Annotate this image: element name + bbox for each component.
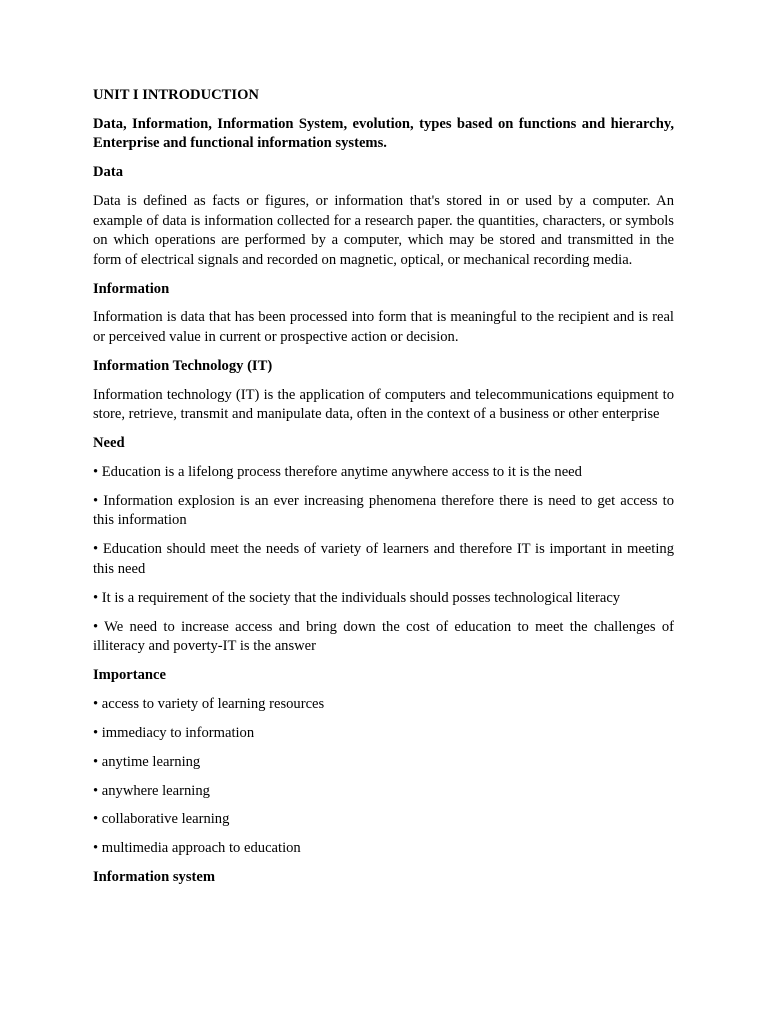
- importance-bullet-item: • anywhere learning: [93, 782, 210, 799]
- it-paragraph: Information technology (IT) is the application of computers and telecommunications equipment to store, retrieve, transmit and manipulate data, often in the context of a business or other enterprise: [93, 386, 674, 423]
- importance-bullet-item: • anytime learning: [93, 753, 201, 770]
- it-heading: Information Technology (IT): [93, 357, 273, 374]
- syllabus-summary: Data, Information, Information System, evolution, types based on functions and hierarchy, Enterprise and functional information systems.: [93, 115, 674, 152]
- unit-title: UNIT I INTRODUCTION: [93, 87, 259, 103]
- importance-bullet-item: • collaborative learning: [93, 811, 230, 828]
- data-heading: Data: [93, 164, 123, 181]
- need-bullet-item: • Information explosion is an ever increasing phenomena therefore there is need to get access to this information: [93, 492, 674, 529]
- need-bullet-item: • It is a requirement of the society that the individuals should posses technological literacy: [93, 589, 621, 606]
- information-system-heading: Information system: [93, 869, 216, 886]
- need-bullet-item: • We need to increase access and bring down the cost of education to meet the challenges of illiteracy and poverty-IT is the answer: [93, 618, 674, 655]
- information-paragraph: Information is data that has been processed into form that is meaningful to the recipient and is real or perceived value in current or prospective action or decision.: [93, 309, 674, 345]
- document-page: [93, 86, 674, 897]
- information-heading: Information: [93, 280, 170, 297]
- importance-bullet-item: • immediacy to information: [93, 724, 255, 741]
- importance-bullet-item: • multimedia approach to education: [93, 840, 301, 857]
- need-bullet-item: • Education should meet the needs of variety of learners and therefore IT is important in meeting this need: [93, 541, 674, 577]
- importance-bullet-item: • access to variety of learning resources: [93, 695, 325, 712]
- need-bullet-item: • Education is a lifelong process therefore anytime anywhere access to it is the need: [93, 464, 582, 481]
- importance-heading: Importance: [93, 666, 166, 683]
- need-heading: Need: [93, 435, 125, 452]
- data-paragraph: Data is defined as facts or figures, or information that's stored in or used by a computer. An example of data is information collected for a research paper. the quantities, characters, or symbols on which operations are performed by a computer, which may be stored and transmitted in the form of electrical signals and recorded on magnetic, optical, or mechanical recording media.: [93, 193, 674, 268]
